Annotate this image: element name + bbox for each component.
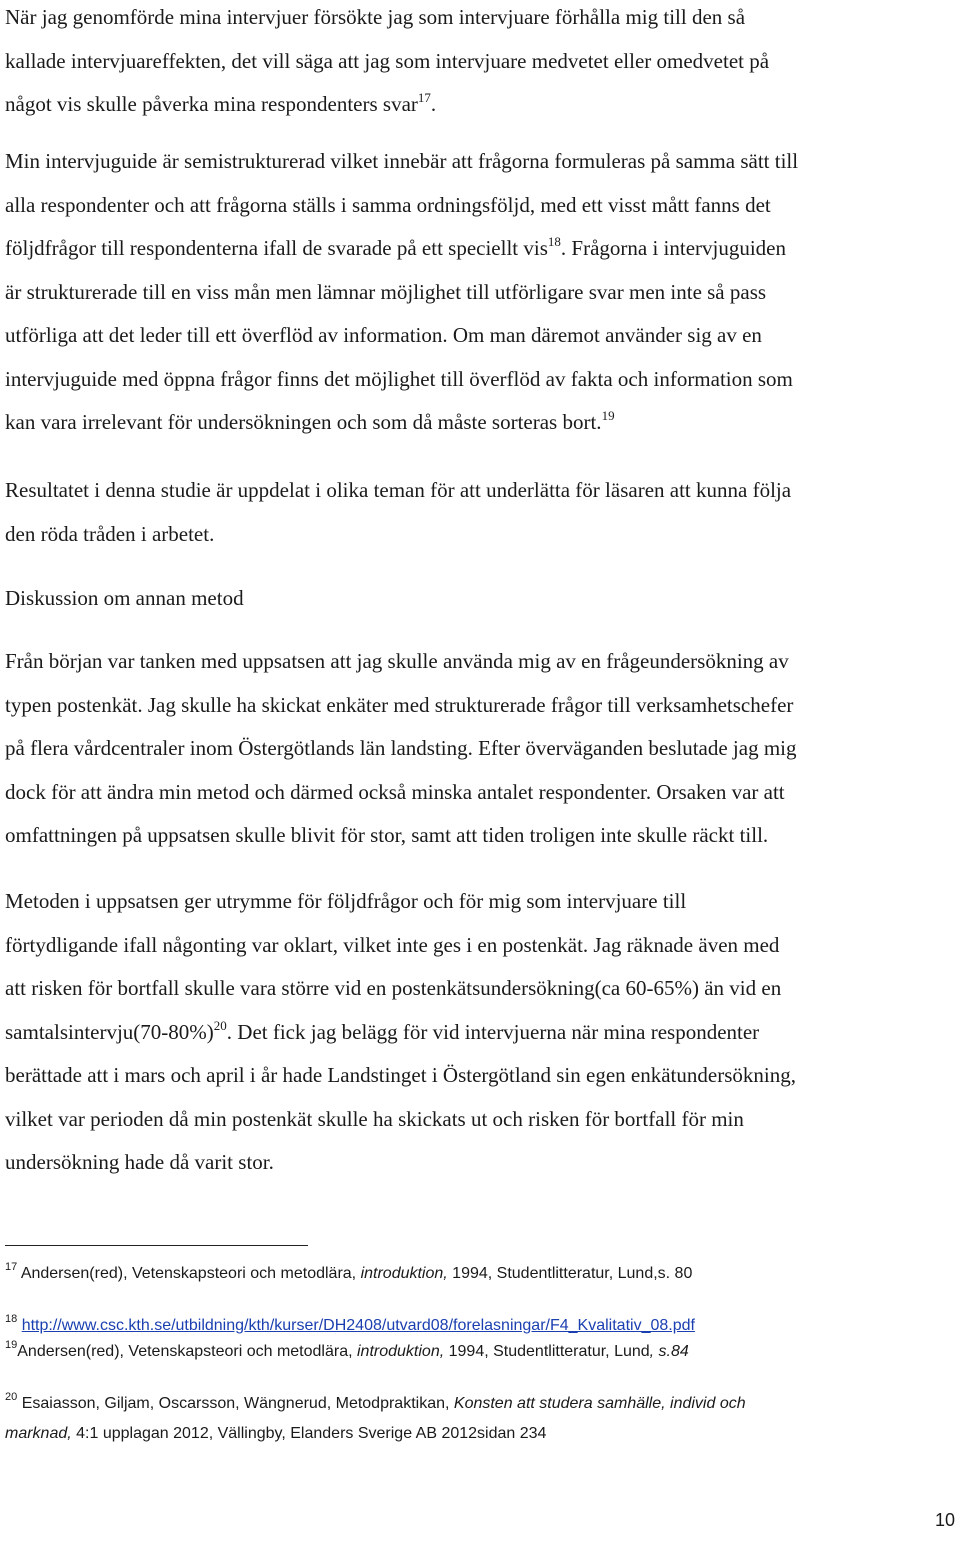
text-line: Från början var tanken med uppsatsen att jag skulle använda mig av en frågeundersökning av [5,649,789,673]
footnote-17 [5,1260,945,1288]
text-line: omfattningen på uppsatsen skulle blivit för stor, samt att tiden troligen inte skulle räckt till. [5,823,769,847]
text-line: Resultatet i denna studie är uppdelat i olika teman för att underlätta för läsaren att kunna följa [5,478,792,502]
text-line: berättade att i mars och april i år hade Landstinget i Östergötland sin egen enkätundersökning, [5,1063,796,1087]
paragraph-method [5,880,957,1185]
footnote-19 [5,1338,945,1366]
text-line [5,401,957,445]
text-line: alla respondenter och att frågorna ställs i samma ordningsföljd, med ett visst mått fanns det [5,192,771,217]
footnote-italic: marknad, [5,1425,72,1442]
text-run: . Frågorna i intervjuguiden [560,236,787,260]
text-line: vilket var perioden då min postenkät skulle ha skickats ut och risken för bortfall för min [5,1106,744,1131]
footnote-ref-19[interactable]: 19 [601,408,615,423]
paragraph-original-plan [5,640,957,858]
text-line: på flera vårdcentraler inom Östergötlands län landsting. Efter överväganden beslutade jag mig [5,736,797,760]
paragraph-interviewer-effect [5,0,957,127]
text-run: . [430,92,437,116]
paragraph-results [5,469,957,556]
text-line: den röda tråden i arbetet. [5,521,215,546]
text-line: förtydligande ifall någonting var oklart, vilket inte ges i en postenkät. Jag räknade även med [5,932,780,957]
footnote-ref-20[interactable]: 20 [213,1017,227,1033]
text-line [5,1011,957,1055]
text-line [5,227,957,271]
footnote-italic: introduktion, [360,1265,448,1282]
footnote-number: 18 [5,1313,18,1325]
footnote-text: Esaiasson, Giljam, Oscarsson, Wängnerud, Metodpraktikan, [21,1395,454,1412]
text-line: intervjuguide med öppna frågor finns det möjlighet till överflöd av fakta och information som [5,366,793,391]
footnote-text: 4:1 upplagan 2012, Vällingby, Elanders Sverige AB 2012sidan 234 [71,1425,547,1442]
footnote-ref-18[interactable]: 18 [547,234,561,249]
text-line [5,83,957,127]
text-run: något vis skulle påverka mina respondenters svar [5,92,418,116]
footnote-ref-17[interactable]: 17 [417,90,431,105]
page-number: 10 [934,1510,955,1530]
text-line: typen postenkät. Jag skulle ha skickat enkäter med strukturerade frågor till verksamhetschefer [5,692,794,717]
text-line: dock för att ändra min metod och därmed också minska antalet respondenter. Orsaken var att [5,779,785,804]
footnote-separator [5,1245,308,1246]
footnote-italic: introduktion, [357,1343,445,1360]
footnote-text: 1994, Studentlitteratur, Lund,s. 80 [447,1265,693,1282]
footnote-text: Andersen(red), Vetenskapsteori och metodlära, [17,1343,357,1360]
text-line: undersökning hade då varit stor. [5,1150,274,1174]
footnote-20-continued [5,1420,945,1448]
footnote-number: 19 [5,1339,18,1351]
footnote-20 [5,1390,945,1418]
text-line: kallade intervjuareffekten, det vill säga att jag som intervjuare medvetet eller omedvetet på [5,48,770,73]
footnote-italic: , s.84 [649,1343,689,1360]
text-line: Metoden i uppsatsen ger utrymme för följdfrågor och för mig som intervjuare till [5,889,687,913]
text-run: följdfrågor till respondenterna ifall de svarade på ett speciellt vis [5,236,548,260]
text-line: att risken för bortfall skulle vara större vid en postenkätsundersökning(ca 60-65%) än vid en [5,976,782,1000]
footnote-italic: Konsten att studera samhälle, individ och [453,1395,746,1412]
text-run: samtalsintervju(70-80%) [5,1019,214,1044]
footnote-18 [5,1312,945,1340]
footnote-link[interactable]: http://www.csc.kth.se/utbildning/kth/kurser/DH2408/utvard08/forelasningar/F4_Kvalitativ_08.pdf [21,1317,695,1334]
footnote-number: 17 [5,1261,18,1273]
text-line: utförliga att det leder till ett överflöd av information. Om man däremot använder sig av en [5,323,762,347]
text-line: När jag genomförde mina intervjuer försökte jag som intervjuare förhålla mig till den så [5,5,746,29]
footnote-text: 1994, Studentlitteratur, Lund [444,1343,650,1360]
footnote-number: 20 [5,1391,18,1403]
paragraph-interview-guide [5,140,957,445]
footnote-text: Andersen(red), Vetenskapsteori och metodlära, [20,1265,361,1282]
text-run: kan vara irrelevant för undersökningen och som då måste sorteras bort. [5,410,602,434]
text-line: Min intervjuguide är semistrukturerad vilket innebär att frågorna formuleras på samma sätt till [5,149,799,173]
text-line: är strukturerade till en viss mån men lämnar möjlighet till utförligare svar men inte så pass [5,279,767,304]
text-run: . Det fick jag belägg för vid intervjuerna när mina respondenter [226,1019,760,1044]
section-heading: Diskussion om annan metod [5,586,244,610]
